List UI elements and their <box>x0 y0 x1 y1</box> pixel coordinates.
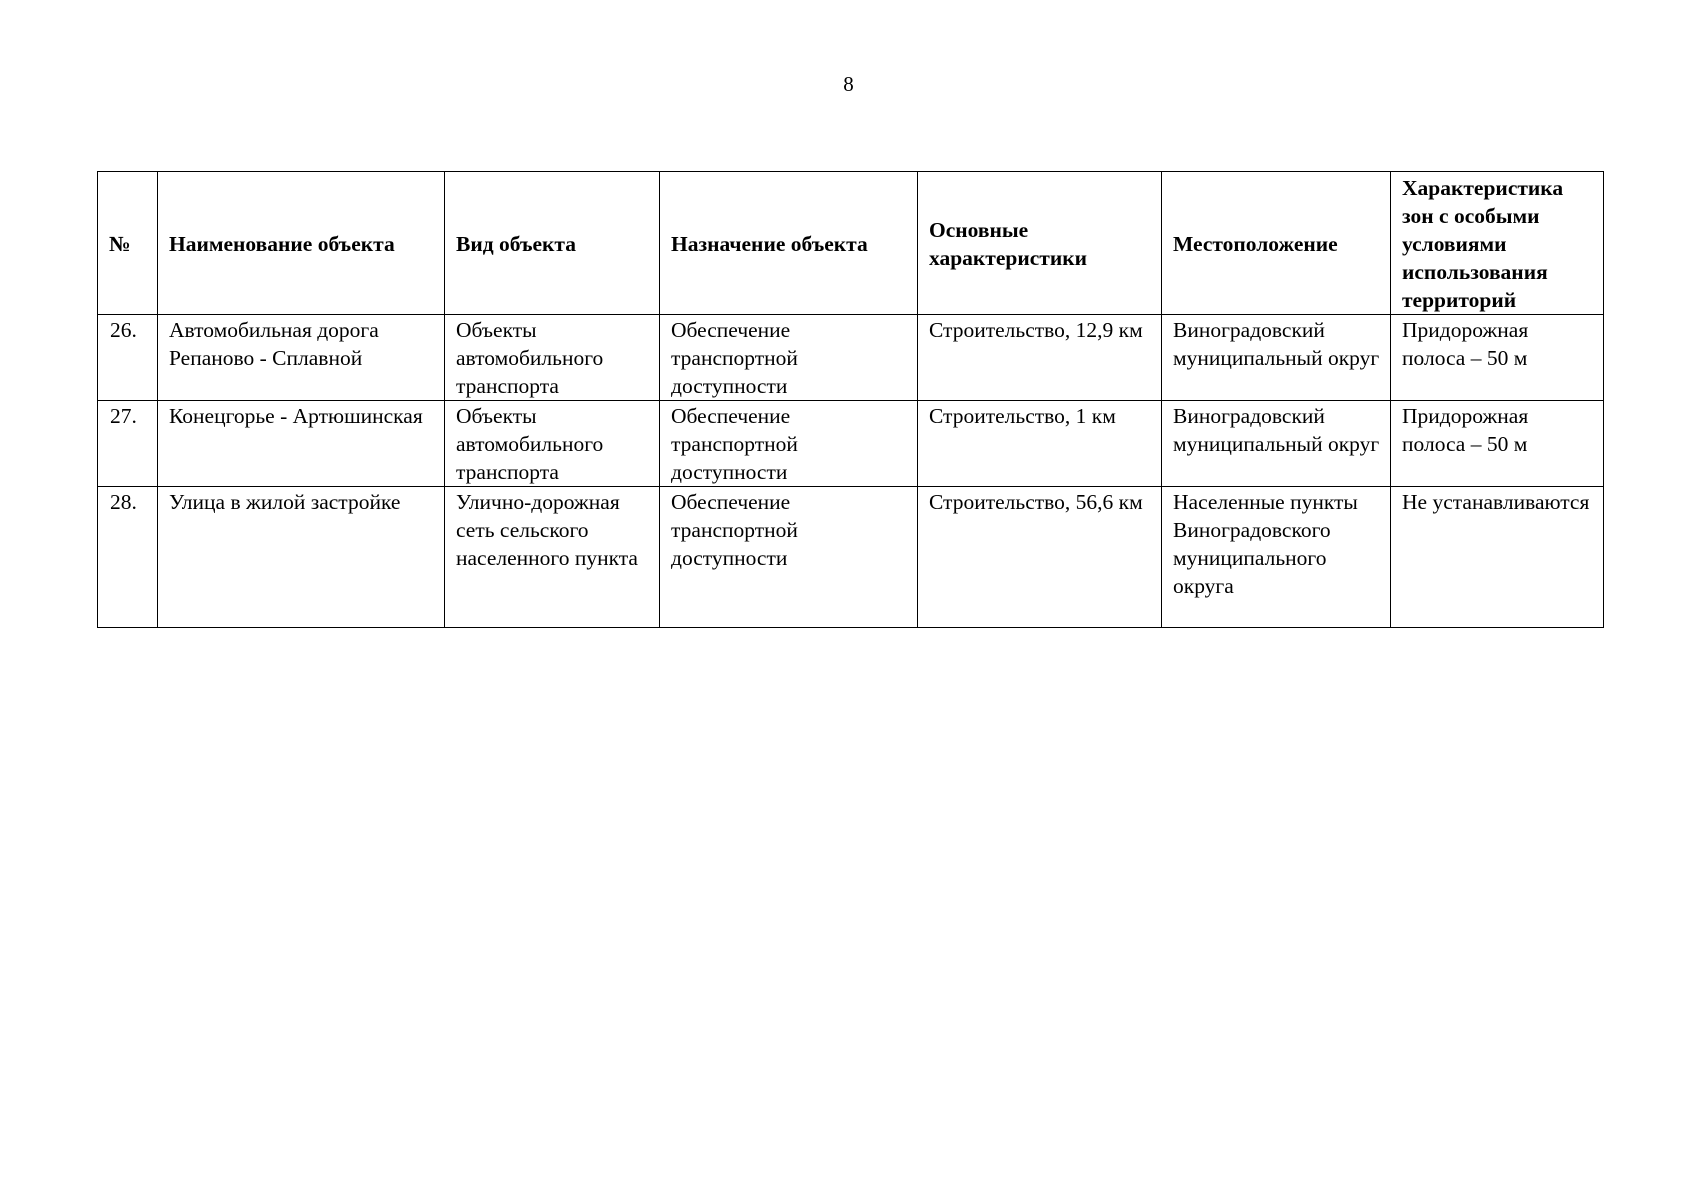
cell-location: Виноградовский муниципальный округ <box>1162 401 1391 487</box>
cell-object-type: Объекты автомобильного транспорта <box>445 401 660 487</box>
cell-number: 26. <box>98 315 158 401</box>
header-zone-characteristics: Характеристика зон с особыми условиями использования территорий <box>1391 172 1604 315</box>
header-object-name: Наименование объекта <box>158 172 445 315</box>
cell-object-purpose: Обеспечение транспортной доступности <box>660 315 918 401</box>
cell-number: 28. <box>98 487 158 628</box>
header-object-type: Вид объекта <box>445 172 660 315</box>
cell-main-characteristics: Строительство, 1 км <box>918 401 1162 487</box>
cell-main-characteristics: Строительство, 56,6 км <box>918 487 1162 628</box>
page-number: 8 <box>843 72 854 96</box>
header-object-purpose: Назначение объекта <box>660 172 918 315</box>
cell-object-purpose: Обеспечение транспортной доступности <box>660 487 918 628</box>
cell-object-name: Конецгорье - Артюшинская <box>158 401 445 487</box>
header-main-characteristics: Основные характеристики <box>918 172 1162 315</box>
cell-number: 27. <box>98 401 158 487</box>
cell-zone-characteristics: Придорожная полоса – 50 м <box>1391 315 1604 401</box>
cell-object-type: Улично-дорожная сеть сельского населенного пункта <box>445 487 660 628</box>
cell-zone-characteristics: Не устанавливаются <box>1391 487 1604 628</box>
cell-object-name: Улица в жилой застройке <box>158 487 445 628</box>
table-row <box>98 487 1604 628</box>
cell-main-characteristics: Строительство, 12,9 км <box>918 315 1162 401</box>
table-row <box>98 315 1604 401</box>
header-location: Местоположение <box>1162 172 1391 315</box>
table-header-row <box>98 172 1604 315</box>
cell-location: Виноградовский муниципальный округ <box>1162 315 1391 401</box>
table-row <box>98 401 1604 487</box>
header-number: № <box>98 172 158 315</box>
cell-location: Населенные пункты Виноградовского муниципального округа <box>1162 487 1391 628</box>
cell-zone-characteristics: Придорожная полоса – 50 м <box>1391 401 1604 487</box>
cell-object-type: Объекты автомобильного транспорта <box>445 315 660 401</box>
cell-object-purpose: Обеспечение транспортной доступности <box>660 401 918 487</box>
objects-table <box>97 171 1604 628</box>
cell-object-name: Автомобильная дорога Репаново - Сплавной <box>158 315 445 401</box>
